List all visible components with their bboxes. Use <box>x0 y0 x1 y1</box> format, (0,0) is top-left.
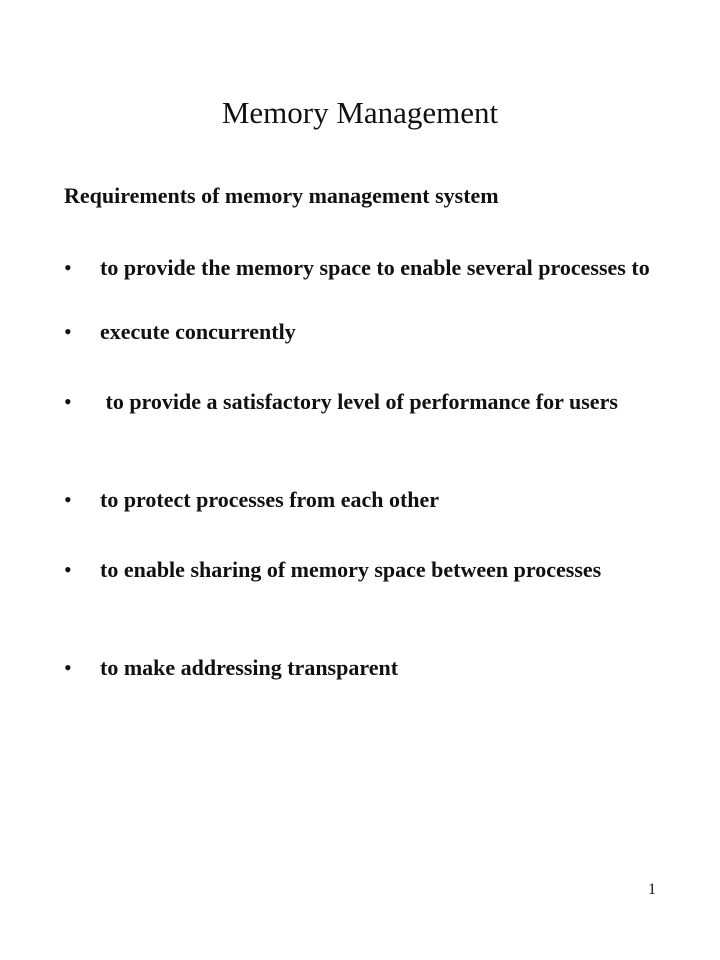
bullet-item <box>64 556 654 584</box>
bullet-text: execute concurrently <box>100 319 296 344</box>
bullet-item <box>64 486 654 514</box>
slide-title: Memory Management <box>221 95 499 130</box>
bullet-icon: • <box>64 557 72 582</box>
page-number: 1 <box>648 881 656 898</box>
bullet-text: to make addressing transparent <box>100 655 399 680</box>
bullet-icon: • <box>64 389 72 414</box>
bullet-icon: • <box>64 319 72 344</box>
slide-subtitle: Requirements of memory management system <box>64 183 499 208</box>
bullet-icon: • <box>64 655 72 680</box>
bullet-text: to provide a satisfactory level of performance for users <box>100 389 618 414</box>
bullet-text: to enable sharing of memory space between processes <box>100 557 602 582</box>
bullet-item <box>64 254 654 282</box>
bullet-icon: • <box>64 255 72 280</box>
bullet-text: to protect processes from each other <box>100 487 440 512</box>
bullet-item <box>64 318 654 346</box>
bullet-text: to provide the memory space to enable several processes to <box>100 255 650 280</box>
bullet-item <box>64 654 654 682</box>
bullet-item <box>64 388 654 416</box>
bullet-icon: • <box>64 487 72 512</box>
